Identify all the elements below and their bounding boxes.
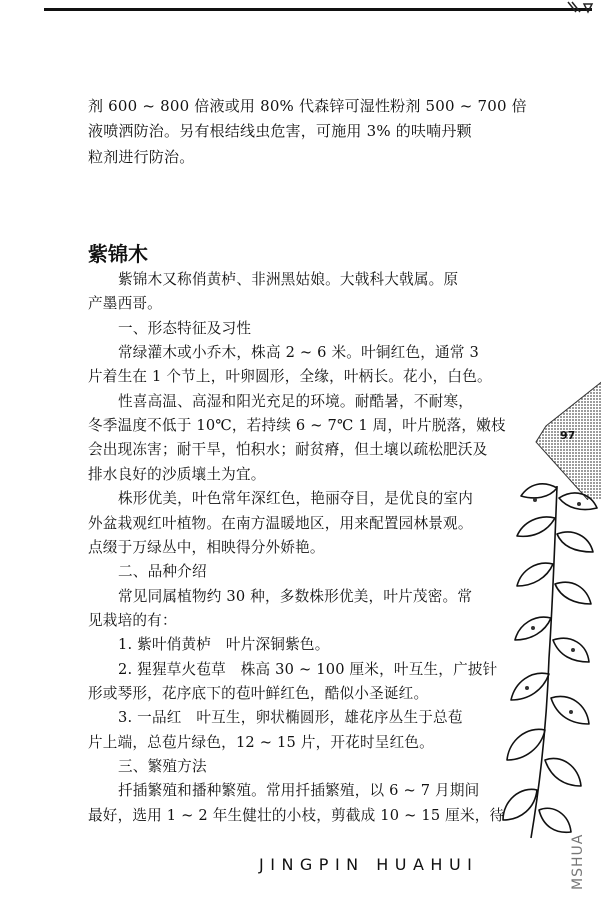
footer-running-title: JINGPIN HUAHUI: [259, 855, 479, 874]
body-line: 排水良好的沙质壤土为宜。: [88, 465, 266, 483]
body-line: 3. 一品红 叶互生，卵状椭圆形，雄花序丛生于总苞: [118, 709, 463, 727]
body-line: 1. 紫叶俏黄栌 叶片深铜紫色。: [118, 636, 330, 654]
section-title: 紫锦木: [88, 242, 148, 266]
body-line: 会出现冻害；耐干旱，怕积水；耐贫瘠，但土壤以疏松肥沃及: [88, 441, 488, 459]
intro-line: 剂 600 ~ 800 倍液或用 80% 代森锌可湿性粉剂 500 ~ 700 倍: [88, 97, 527, 115]
body-line: 常见同属植物约 30 种，多数株形优美，叶片茂密。常: [118, 587, 473, 605]
watermark: [566, 782, 596, 892]
body-line: 紫锦木又称俏黄栌、非洲黑姑娘。大戟科大戟属。原: [118, 271, 459, 288]
body-line: 片上端，总苞片绿色，12 ~ 15 片，开花时呈红色。: [88, 733, 434, 751]
body-line: 扦插繁殖和播种繁殖。常用扦插繁殖，以 6 ~ 7 月期间: [118, 782, 480, 800]
intro-line: 液喷洒防治。另有根结线虫危害，可施用 3% 的呋喃丹颗: [88, 122, 472, 140]
body-line: 性喜高温、高湿和阳光充足的环境。耐酷暑，不耐寒，: [118, 392, 474, 410]
corner-mark: [566, 0, 594, 14]
body-line: 二、品种介绍: [118, 563, 207, 581]
body-line: 2. 猩猩草火苞草 株高 30 ~ 100 厘米，叶互生，广披针: [118, 660, 498, 678]
body-line: 三、繁殖方法: [118, 758, 207, 775]
body-line: 株形优美，叶色常年深红色，艳丽夺目，是优良的室内: [118, 490, 474, 508]
page-number: 97: [560, 429, 576, 442]
body-line: 产墨西哥。: [88, 295, 162, 313]
watermark-text: MSHUA: [570, 833, 586, 890]
body-line: 常绿灌木或小乔木，株高 2 ~ 6 米。叶铜红色，通常 3: [118, 344, 479, 362]
top-rule: [44, 8, 592, 11]
body-line: 点缀于万绿丛中，相映得分外娇艳。: [88, 538, 325, 556]
body-line: 见栽培的有：: [88, 611, 177, 629]
intro-line: 粒剂进行防治。: [88, 148, 195, 166]
body-line: 最好，选用 1 ~ 2 年生健壮的小枝，剪截成 10 ~ 15 厘米，待: [88, 806, 505, 824]
body-line: 冬季温度不低于 10℃，若持续 6 ~ 7℃ 1 周，叶片脱落，嫩枝: [88, 417, 506, 435]
body-line: 片着生在 1 个节上，叶卵圆形，全缘，叶柄长。花小，白色。: [88, 368, 492, 386]
body-line: 一、形态特征及习性: [118, 319, 252, 337]
body-line: 形或琴形，花序底下的苞叶鲜红色，酷似小圣诞红。: [88, 684, 429, 702]
body-line: 外盆栽观红叶植物。在南方温暖地区，用来配置园林景观。: [88, 514, 473, 532]
